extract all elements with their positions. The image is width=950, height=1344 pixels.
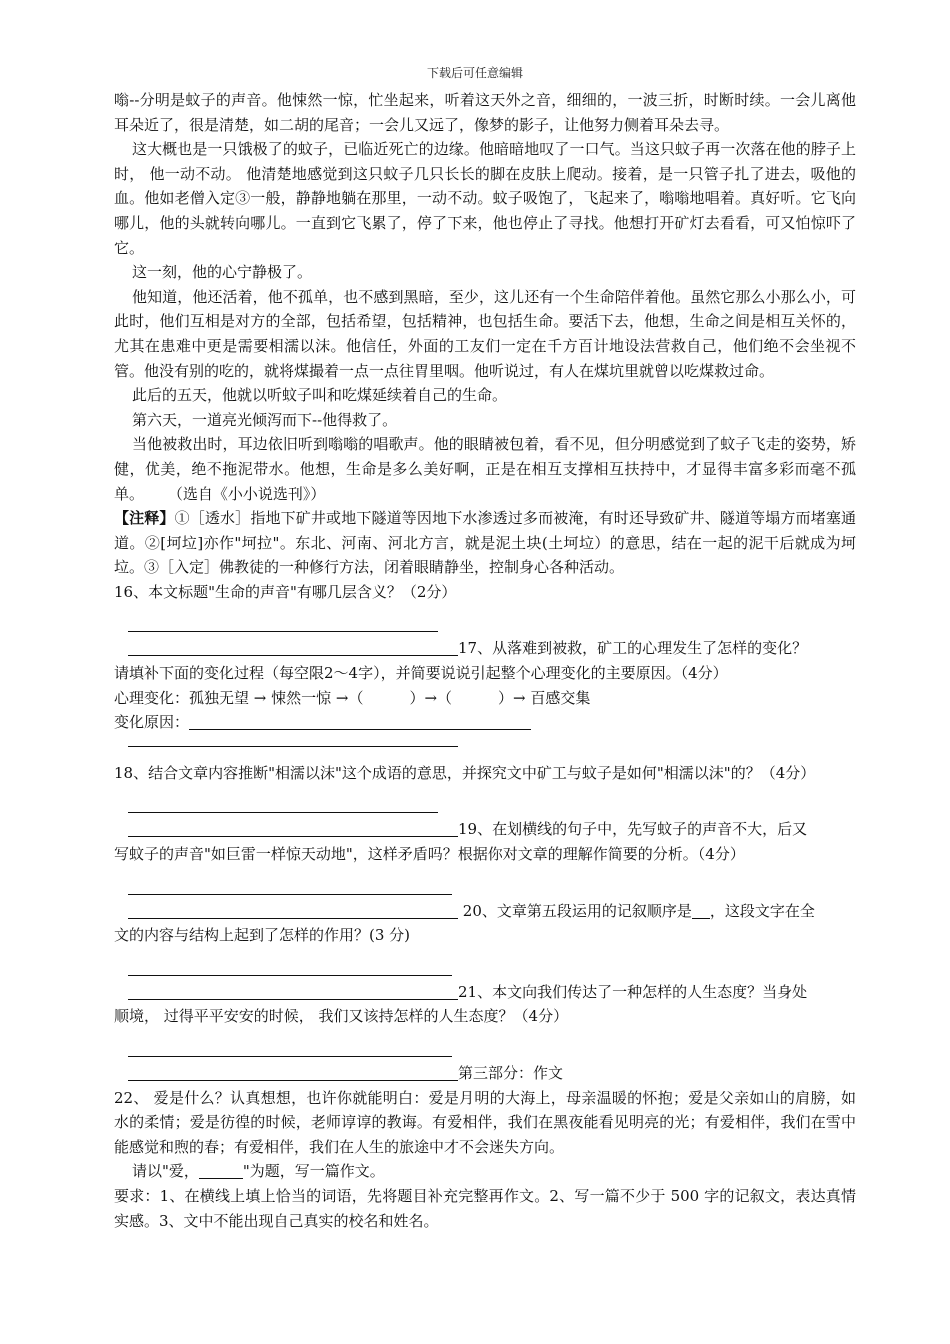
page-header: 下载后可任意编辑 — [426, 66, 523, 80]
story-paragraph-4: 他知道，他还活着，他不孤单，也不感到黑暗，至少，这儿还有一个生命陪伴着他。虽然它那么小那么小，可此时，他们互相是对方的全部，包括希望，包括精神，也包括生命。要活下去，他想，生命之间是相互关怀的，尤其在患难中更是需要相濡以沫。他信任，外面的工友们一定在千方百计地设法营救自己，他们绝不会坐视不管。他没有别的吃的，就将煤撮着一点一点往胃里咽。他听说过，有人在煤坑里就曾以吃煤救过命。 — [114, 287, 856, 380]
question-17-b: 请填补下面的变化过程（每空限2～4字），并简要说说引起整个心理变化的主要原因。（4分） — [114, 664, 728, 683]
answer-line-20-a[interactable] — [128, 974, 452, 976]
question-20-b: ，这段文字在全 — [709, 901, 815, 920]
question-16: 16、本文标题"生命的声音"有哪几层含义？（2分） — [114, 582, 457, 601]
q17-reason-label: 变化原因： — [114, 713, 190, 732]
question-20-c: 文的内容与结构上起到了怎样的作用？(3 分) — [114, 926, 411, 945]
answer-line-18-a[interactable] — [128, 811, 438, 813]
question-20-line — [114, 899, 856, 924]
q20-blank[interactable] — [692, 900, 710, 919]
answer-line-20-b[interactable] — [128, 981, 458, 1000]
q17-change-b: ）→（ — [409, 688, 453, 707]
q22-title-row — [114, 1159, 856, 1184]
q22-title-b: "为题，写一篇作文。 — [242, 1162, 385, 1181]
q22-title-blank[interactable] — [199, 1160, 243, 1179]
q17-reason-line[interactable] — [189, 711, 531, 730]
question-20-a: 20、文章第五段运用的记叙顺序是 — [462, 901, 692, 920]
question-21-line — [114, 980, 856, 1005]
answer-line-16-a[interactable] — [128, 630, 438, 632]
answer-line-21-b[interactable] — [128, 1062, 458, 1081]
answer-line-19-a[interactable] — [128, 893, 452, 895]
question-18: 18、结合文章内容推断"相濡以沫"这个成语的意思，并探究文中矿工与蚊子是如何"相濡以沫"的？（4分） — [114, 763, 816, 782]
question-21-b: 顺境， 过得平平安安的时候， 我们又该持怎样的人生态度？（4分） — [114, 1007, 569, 1026]
story-paragraph-7-text: 当他被救出时，耳边依旧听到嗡嗡的唱歌声。他的眼睛被包着，看不见，但分明感觉到了蚊子飞走的姿势，矫健，优美，绝不拖泥带水。他想，生命是多么美好啊，正是在相互支撑相互扶持中，才显得丰富多彩而毫不孤单。 — [114, 435, 856, 503]
story-paragraph-3: 这一刻，他的心宁静极了。 — [132, 263, 313, 282]
part3-heading: 第三部分：作文 — [458, 1064, 564, 1082]
answer-line-18-b[interactable] — [128, 818, 458, 837]
q17-reason-row — [114, 710, 856, 735]
question-19-b: 写蚊子的声音"如巨雷一样惊天动地"，这样矛盾吗？根据你对文章的理解作简要的分析。（4分） — [114, 845, 745, 864]
question-17-line — [114, 636, 856, 661]
notes-label: 【注释】 — [114, 509, 175, 528]
q17-change-row — [114, 686, 856, 711]
story-paragraph-2: 这大概也是一只饿极了的蚊子，已临近死亡的边缘。他暗暗地叹了一口气。当这只蚊子再一次落在他的脖子上时， 他一动不动。 他清楚地感觉到这只蚊子几只长长的脚在皮肤上爬动。接着，是一只管子扎了进去，吸他的血。他如老僧入定③一般，静静地躺在那里，一动不动。蚊子吸饱了，飞起来了，嗡嗡地唱着。真好听。它飞向哪儿，他的头就转向哪儿。一直到它飞累了，停了下来，他也停止了寻找。他想打开矿灯去看看，可又怕惊吓了它。 — [114, 140, 856, 257]
q22-requirements: 要求：1、在横线上填上恰当的词语，先将题目补充完整再作文。2、写一篇不少于 500 字的记叙文，表达真情实感。3、文中不能出现自己真实的校名和姓名。 — [114, 1186, 856, 1230]
story-source: （选自《小小说选刊》） — [167, 484, 326, 503]
notes-text: ①［透水］指地下矿井或地下隧道等因地下水渗透过多而被淹，有时还导致矿井、隧道等塌方而堵塞通道。②[坷垃]亦作"坷拉"。东北、河南、河北方言，就是泥土块(土坷垃）的意思，结在一起的泥干后就成为坷垃。③［入定］佛教徒的一种修行方法，闭着眼睛静坐，控制身心各种活动。 — [114, 509, 856, 577]
q22-title-a: 请以"爱， — [132, 1162, 199, 1181]
question-19-line — [114, 817, 856, 842]
answer-line-19-b[interactable] — [128, 900, 458, 919]
answer-line-16-b[interactable] — [128, 637, 458, 656]
answer-line-21-a[interactable] — [128, 1055, 452, 1057]
story-paragraph-7 — [114, 432, 856, 506]
document-body — [114, 88, 856, 1233]
q17-change-a: 心理变化：孤独无望 → 悚然一惊 →（ — [114, 688, 364, 707]
q17-change-c: ）→ 百感交集 — [498, 688, 591, 707]
notes — [114, 506, 856, 580]
question-17-a: 17、从落难到被救，矿工的心理发生了怎样的变化？ — [458, 639, 808, 658]
question-22: 22、 爱是什么？认真想想，也许你就能明白：爱是月明的大海上，母亲温暖的怀抱；爱是父亲如山的肩膀，如水的柔情；爱是彷徨的时候，老师谆谆的教诲。有爱相伴，我们在黑夜能看见明亮的光；有爱相伴，我们在雪中能感觉和煦的春；有爱相伴，我们在人生的旅途中才不会迷失方向。 — [114, 1088, 856, 1156]
story-paragraph-6: 第六天，一道亮光倾泻而下--他得救了。 — [132, 410, 398, 429]
story-paragraph-5: 此后的五天，他就以听蚊子叫和吃煤延续着自己的生命。 — [132, 386, 508, 405]
story-paragraph-1: 嗡--分明是蚊子的声音。他悚然一惊，忙坐起来，听着这天外之音，细细的，一波三折，时断时续。一会儿离他耳朵近了，很是清楚，如二胡的尾音；一会儿又远了，像梦的影子，让他努力侧着耳朵去寻。 — [114, 91, 856, 134]
question-21-a: 21、本文向我们传达了一种怎样的人生态度？当身处 — [458, 982, 808, 1001]
part3-line — [114, 1061, 856, 1086]
question-19-a: 19、在划横线的句子中，先写蚊子的声音不大，后又 — [458, 820, 808, 839]
